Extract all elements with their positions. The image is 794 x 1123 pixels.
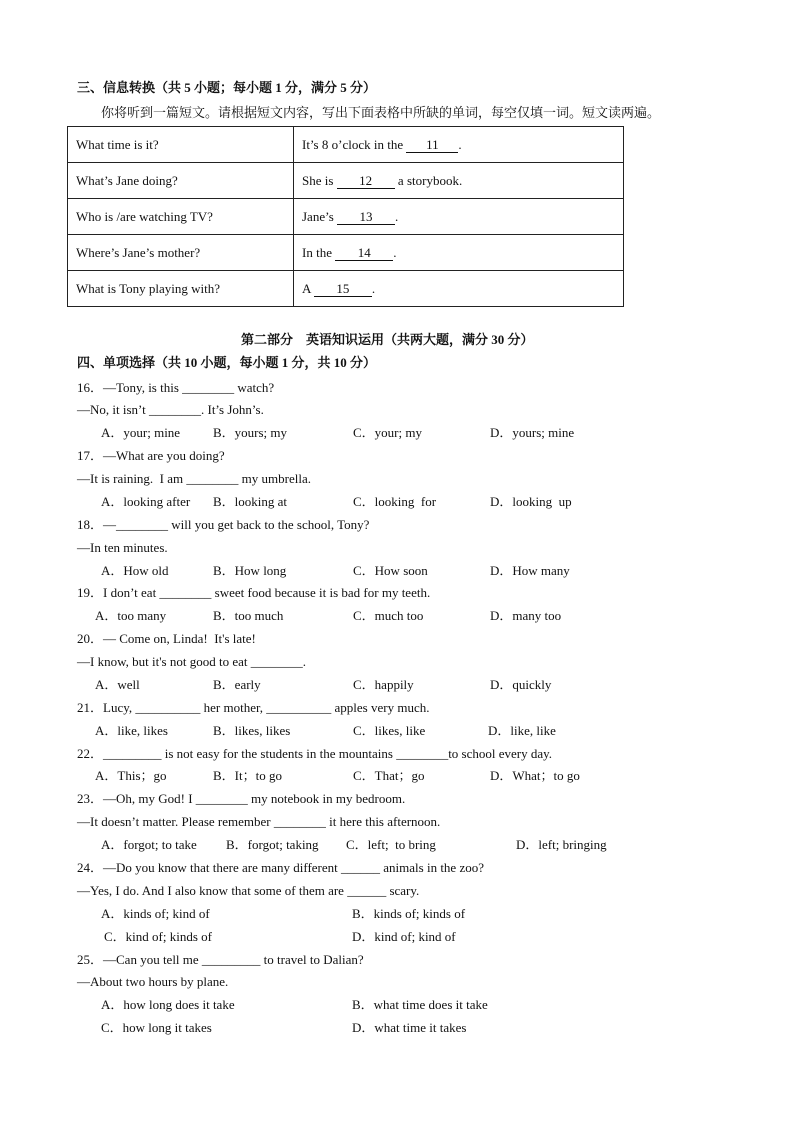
table-answer: It’s 8 o’clock in the 11 . <box>294 127 624 163</box>
option-c[interactable]: C．likes, like <box>353 723 426 738</box>
table-row <box>68 235 624 271</box>
answer-blank[interactable]: 15 <box>314 282 372 297</box>
option-b[interactable]: B．what time does it take <box>352 997 488 1012</box>
option-b[interactable]: B．It；to go <box>213 768 282 783</box>
question-25-stem: 25．—Can you tell me _________ to travel to Dalian? <box>77 952 364 967</box>
table-question: Where’s Jane’s mother? <box>68 235 294 271</box>
option-a[interactable]: A．how long does it take <box>101 997 235 1012</box>
option-b[interactable]: B．too much <box>213 608 284 623</box>
table-row <box>68 199 624 235</box>
option-a[interactable]: A．too many <box>95 608 167 623</box>
option-b[interactable]: B．How long <box>213 563 287 578</box>
option-a[interactable]: A．looking after <box>101 494 191 509</box>
option-d[interactable]: D．kind of; kind of <box>352 929 456 944</box>
table-question: What’s Jane doing? <box>68 163 294 199</box>
question-24-reply: —Yes, I do. And I also know that some of them are ______ scary. <box>77 883 420 898</box>
option-c[interactable]: C．That；go <box>353 768 425 783</box>
option-a[interactable]: A．This；go <box>95 768 167 783</box>
option-d[interactable]: D．How many <box>490 563 570 578</box>
section-4-heading: 四、单项选择（共 10 小题，每小题 1 分，共 10 分） <box>77 355 377 370</box>
table-question: What is Tony playing with? <box>68 271 294 307</box>
option-d[interactable]: D．like, like <box>488 723 556 738</box>
option-b[interactable]: B．looking at <box>213 494 288 509</box>
question-23-reply: —It doesn’t matter. Please remember ________ it here this afternoon. <box>77 814 441 829</box>
option-b[interactable]: B．forgot; taking <box>226 837 319 852</box>
option-b[interactable]: B．early <box>213 677 261 692</box>
question-19-stem: 19．I don’t eat ________ sweet food because it is bad for my teeth. <box>77 585 431 600</box>
option-a[interactable]: A．forgot; to take <box>101 837 197 852</box>
option-a[interactable]: A．like, likes <box>95 723 168 738</box>
answer-blank[interactable]: 14 <box>335 246 393 261</box>
table-answer: She is 12 a storybook. <box>294 163 624 199</box>
question-22-stem: 22．_________ is not easy for the students in the mountains ________to school every day. <box>77 746 553 761</box>
section-3-instruction: 你将听到一篇短文。请根据短文内容，写出下面表格中所缺的单词，每空仅填一词。短文读两遍。 <box>101 105 661 120</box>
option-d[interactable]: D．many too <box>490 608 562 623</box>
option-a[interactable]: A．well <box>95 677 140 692</box>
option-d[interactable]: D．looking up <box>490 494 572 509</box>
answer-blank[interactable]: 11 <box>406 138 458 153</box>
table-answer: In the 14 . <box>294 235 624 271</box>
question-23-stem: 23．—Oh, my God! I ________ my notebook in my bedroom. <box>77 791 406 806</box>
option-b[interactable]: B．likes, likes <box>213 723 291 738</box>
option-d[interactable]: D．quickly <box>490 677 552 692</box>
question-20-reply: —I know, but it's not good to eat ________. <box>77 654 306 669</box>
question-20-stem: 20．— Come on, Linda! It's late! <box>77 631 256 646</box>
option-c[interactable]: C．kind of; kinds of <box>104 929 212 944</box>
table-answer: A 15 . <box>294 271 624 307</box>
option-c[interactable]: C．much too <box>353 608 424 623</box>
option-d[interactable]: D．what time it takes <box>352 1020 467 1035</box>
table-answer: Jane’s 13 . <box>294 199 624 235</box>
section-3-heading: 三、信息转换（共 5 小题；每小题 1 分，满分 5 分） <box>77 80 377 95</box>
question-25-reply: —About two hours by plane. <box>77 974 229 989</box>
option-b[interactable]: B．yours; my <box>213 425 288 440</box>
option-a[interactable]: A．your; mine <box>101 425 181 440</box>
table-row <box>68 271 624 307</box>
question-18-reply: —In ten minutes. <box>77 540 168 555</box>
option-c[interactable]: C．left; to bring <box>346 837 436 852</box>
table-question: What time is it? <box>68 127 294 163</box>
option-d[interactable]: D．What；to go <box>490 768 580 783</box>
option-c[interactable]: C．How soon <box>353 563 428 578</box>
answer-blank[interactable]: 13 <box>337 210 395 225</box>
option-c[interactable]: C．happily <box>353 677 414 692</box>
table-question: Who is /are watching TV? <box>68 199 294 235</box>
option-d[interactable]: D．yours; mine <box>490 425 575 440</box>
answer-blank[interactable]: 12 <box>337 174 395 189</box>
part-2-heading: 第二部分 英语知识运用（共两大题，满分 30 分） <box>241 332 534 347</box>
info-table <box>67 126 624 307</box>
question-17-reply: —It is raining. I am ________ my umbrella. <box>77 471 311 486</box>
question-16-stem: 16．—Tony, is this ________ watch? <box>77 380 275 395</box>
question-16-reply: —No, it isn’t ________. It’s John’s. <box>77 402 264 417</box>
option-a[interactable]: A．kinds of; kind of <box>101 906 210 921</box>
question-24-stem: 24．—Do you know that there are many different ______ animals in the zoo? <box>77 860 484 875</box>
question-18-stem: 18．—________ will you get back to the school, Tony? <box>77 517 370 532</box>
question-17-stem: 17．—What are you doing? <box>77 448 225 463</box>
option-a[interactable]: A．How old <box>101 563 169 578</box>
table-row <box>68 127 624 163</box>
option-d[interactable]: D．left; bringing <box>516 837 607 852</box>
option-c[interactable]: C．your; my <box>353 425 422 440</box>
option-c[interactable]: C．looking for <box>353 494 437 509</box>
option-b[interactable]: B．kinds of; kinds of <box>352 906 466 921</box>
option-c[interactable]: C．how long it takes <box>101 1020 212 1035</box>
question-21-stem: 21．Lucy, __________ her mother, __________ apples very much. <box>77 700 430 715</box>
table-row <box>68 163 624 199</box>
